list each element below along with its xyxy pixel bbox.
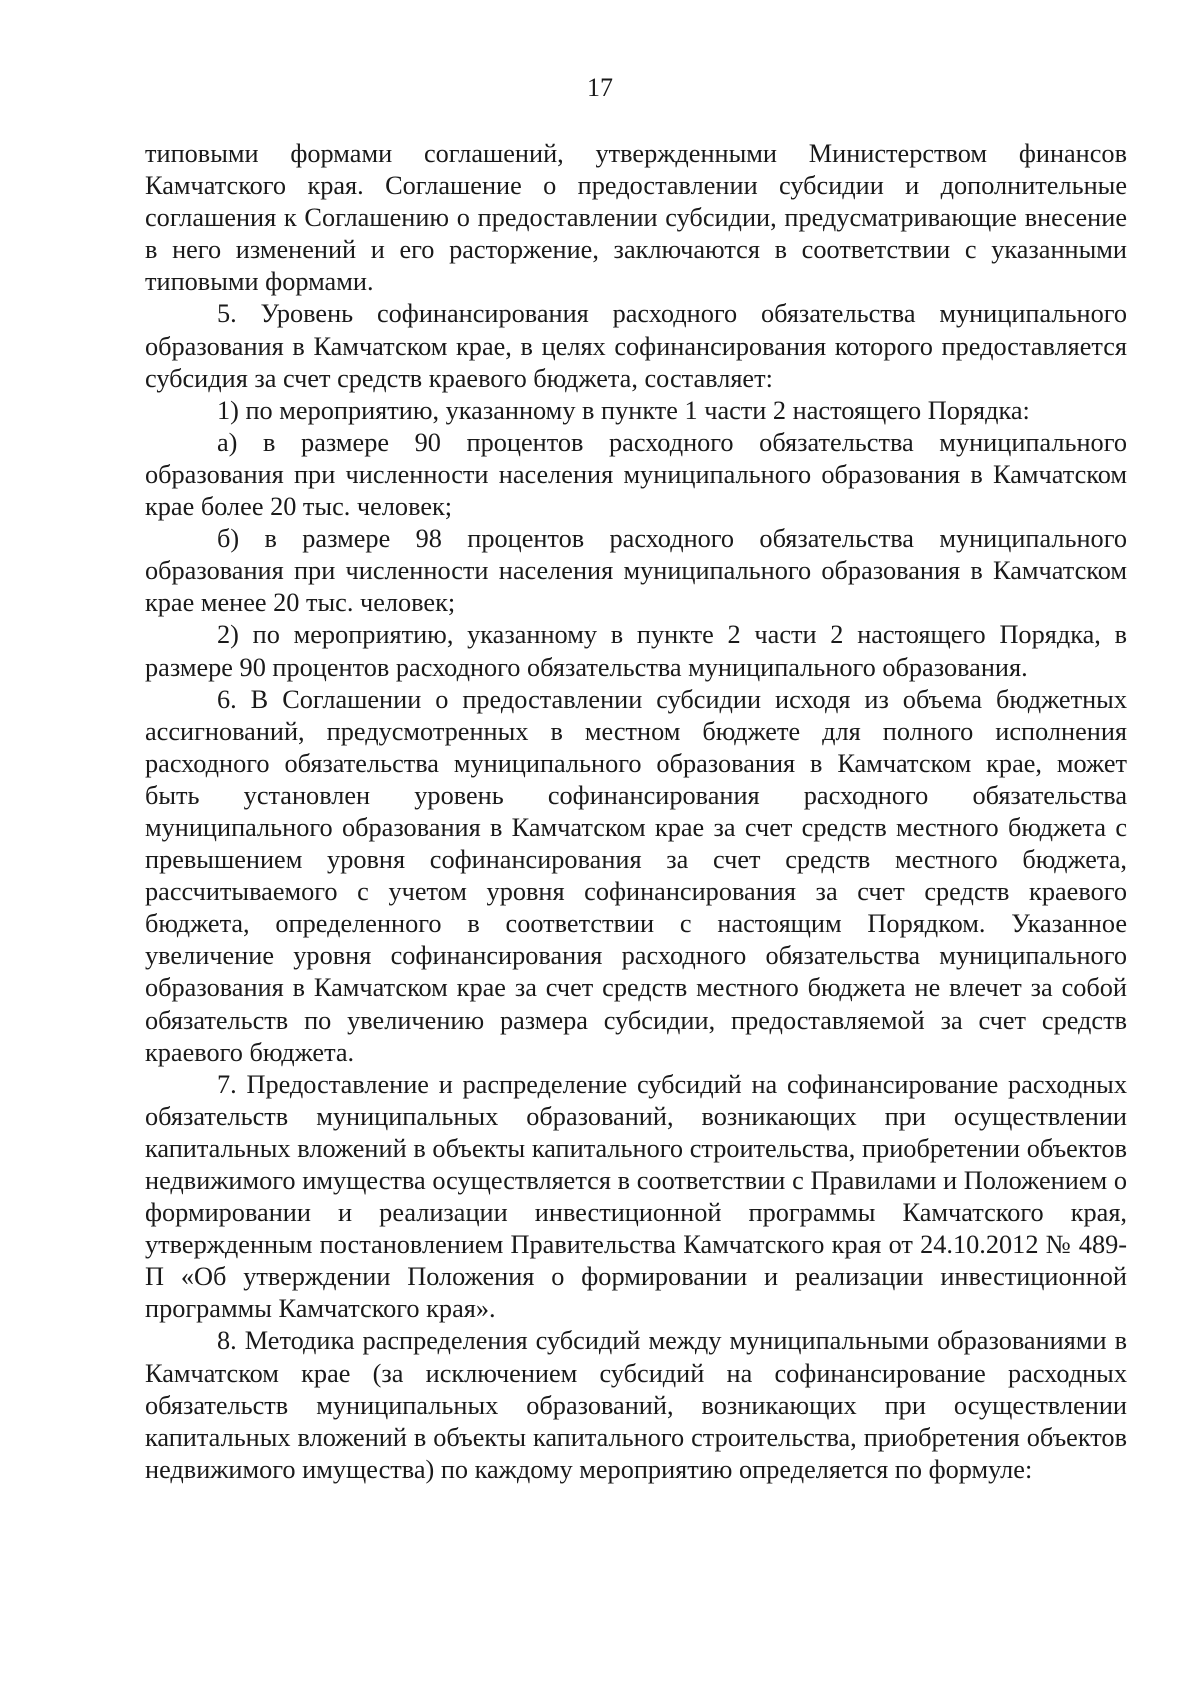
paragraph-item-5-1-b: б) в размере 98 процентов расходного обязательства муниципального образования при численности населения муниципального образования в Камчатском крае менее 20 тыс. человек; — [145, 524, 1127, 618]
paragraph-item-8: 8. Методика распределения субсидий между муниципальными образованиями в Камчатском крае (за исключением субсидий на софинансирование расходных обязательств муниципальных образований, возникающих при осуществлении капитальных вложений в объекты капитального строительства, приобретения объектов недвижимого имущества) по каждому мероприятию определяется по формуле: — [145, 1326, 1127, 1484]
paragraph-item-5-1: 1) по мероприятию, указанному в пункте 1 части 2 настоящего Порядка: — [217, 395, 1030, 425]
paragraph-item-7: 7. Предоставление и распределение субсидий на софинансирование расходных обязательств муниципальных образований, возникающих при осуществлении капитальных вложений в объекты капитального строительства, приобретении объектов недвижимого имущества осуществляется в соответствии с Правилами и Положением о формировании и реализации инвестиционной программы Камчатского края, утвержденным постановлением Правительства Камчатского края от 24.10.2012 № 489-П «Об утверждении Положения о формировании и реализации инвестиционной программы Камчатского края». — [145, 1069, 1127, 1324]
document-body — [145, 138, 1127, 1486]
paragraph-item-5-1-a: а) в размере 90 процентов расходного обязательства муниципального образования при численности населения муниципального образования в Камчатском крае более 20 тыс. человек; — [145, 427, 1127, 522]
page-number: 17 — [587, 73, 613, 102]
paragraph-item-6: 6. В Соглашении о предоставлении субсидии исходя из объема бюджетных ассигнований, предусмотренных в местном бюджете для полного исполнения расходного обязательства муниципального образования в Камчатском крае, может быть установлен уровень софинансирования расходного обязательства муниципального образования в Камчатском крае за счет средств местного бюджета с превышением уровня софинансирования за счет средств местного бюджета, рассчитываемого с учетом уровня софинансирования за счет средств краевого бюджета, определенного в соответствии с настоящим Порядком. Указанное увеличение уровня софинансирования расходного обязательства муниципального образования в Камчатском крае за счет средств местного бюджета не влечет за собой обязательств по увеличению размера субсидии, предоставляемой за счет средств краевого бюджета. — [145, 684, 1127, 1067]
paragraph-continuation: типовыми формами соглашений, утвержденными Министерством финансов Камчатского края. Соглашение о предоставлении субсидии и дополнительные соглашения к Соглашению о предоставлении субсидии, предусматривающие внесение в него изменений и его расторжение, заключаются в соответствии с указанными типовыми формами. — [145, 139, 1127, 297]
paragraph-item-5: 5. Уровень софинансирования расходного обязательства муниципального образования в Камчатском крае, в целях софинансирования которого предоставляется субсидия за счет средств краевого бюджета, составляет: — [145, 299, 1127, 393]
paragraph-item-5-2: 2) по мероприятию, указанному в пункте 2 части 2 настоящего Порядка, в размере 90 процентов расходного обязательства муниципального образования. — [145, 620, 1127, 682]
